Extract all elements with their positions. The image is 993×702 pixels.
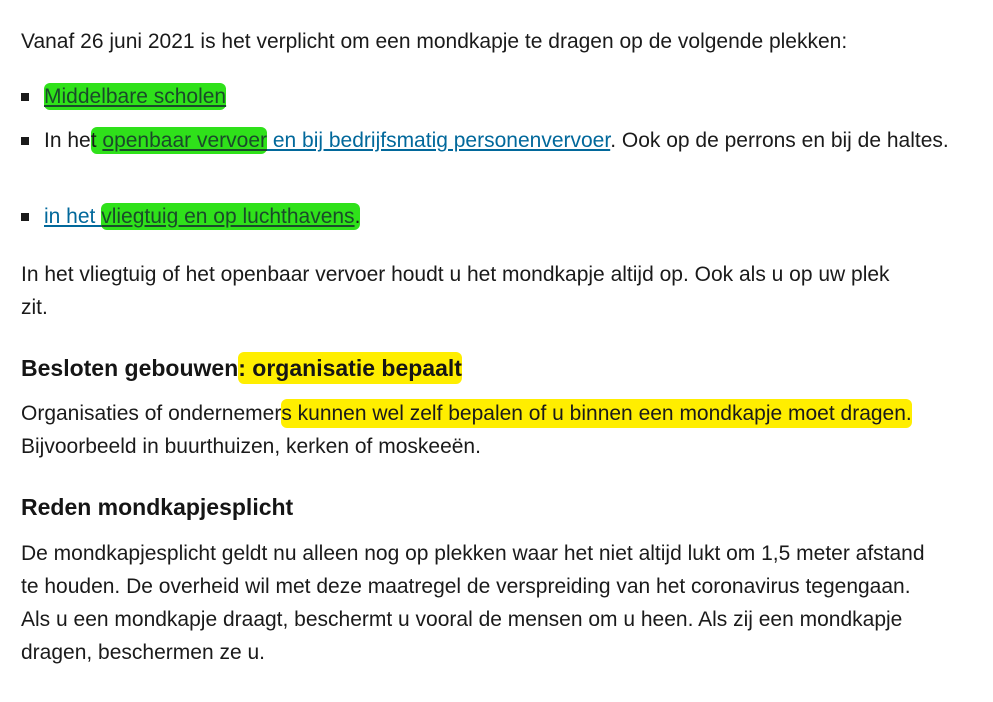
text-plain: Organisaties of ondernemer — [21, 402, 282, 425]
link-vliegtuig-luchthavens[interactable]: vliegtuig en op luchthavens — [101, 205, 355, 228]
bullet-icon — [21, 93, 29, 101]
heading-reden-mondkapjesplicht: Reden mondkapjesplicht — [21, 494, 294, 520]
yellow-highlight: s kunnen wel zelf bepalen of u binnen een mondkapje moet dragen. — [281, 399, 911, 428]
list-item — [21, 124, 974, 157]
text-rest: Bijvoorbeeld in buurthuizen, kerken of moskeeën. — [21, 435, 481, 458]
paragraph-reden: De mondkapjesplicht geldt nu alleen nog op plekken waar het niet altijd lukt om 1,5 meter afstand te houden. De overheid wil met deze maatregel de verspreiding van het coronavirus tegengaan. Als u een mondkapje draagt, beschermt u vooral de mensen om u heen. Als zij een mondkapje dragen, beschermen ze u. — [21, 542, 925, 664]
link-personenvervoer[interactable]: en bij bedrijfsmatig personenvervoer — [267, 129, 611, 152]
link-in-het[interactable]: in het — [44, 205, 102, 228]
paragraph-mondkapje-op: In het vliegtuig of het openbaar vervoer houdt u het mondkapje altijd op. Ook als u op uw plek zit. — [21, 263, 890, 319]
green-highlight — [91, 127, 267, 154]
list-item — [21, 80, 974, 113]
heading-plain: Besloten gebouwen — [21, 355, 239, 381]
bullet-icon — [21, 137, 29, 145]
list-item-suffix: . Ook op de perrons en bij de haltes. — [610, 129, 949, 152]
intro-text: Vanaf 26 juni 2021 is het verplicht om een mondkapje te dragen op de volgende plekken: — [21, 30, 848, 53]
paragraph-organisaties — [21, 397, 931, 463]
list-item — [21, 200, 974, 233]
green-highlight — [44, 83, 226, 110]
bullet-icon — [21, 213, 29, 221]
link-openbaar-vervoer[interactable]: openbaar vervoer — [102, 129, 267, 152]
list-item-suffix: . — [354, 205, 361, 228]
list-item-prefix: In he — [44, 129, 91, 152]
link-middelbare-scholen[interactable]: Middelbare scholen — [44, 85, 227, 108]
yellow-highlight: : organisatie bepaalt — [238, 352, 462, 384]
list-item-prefix-hl: t — [90, 129, 103, 152]
heading-besloten-gebouwen — [21, 353, 462, 383]
green-highlight — [101, 203, 360, 230]
